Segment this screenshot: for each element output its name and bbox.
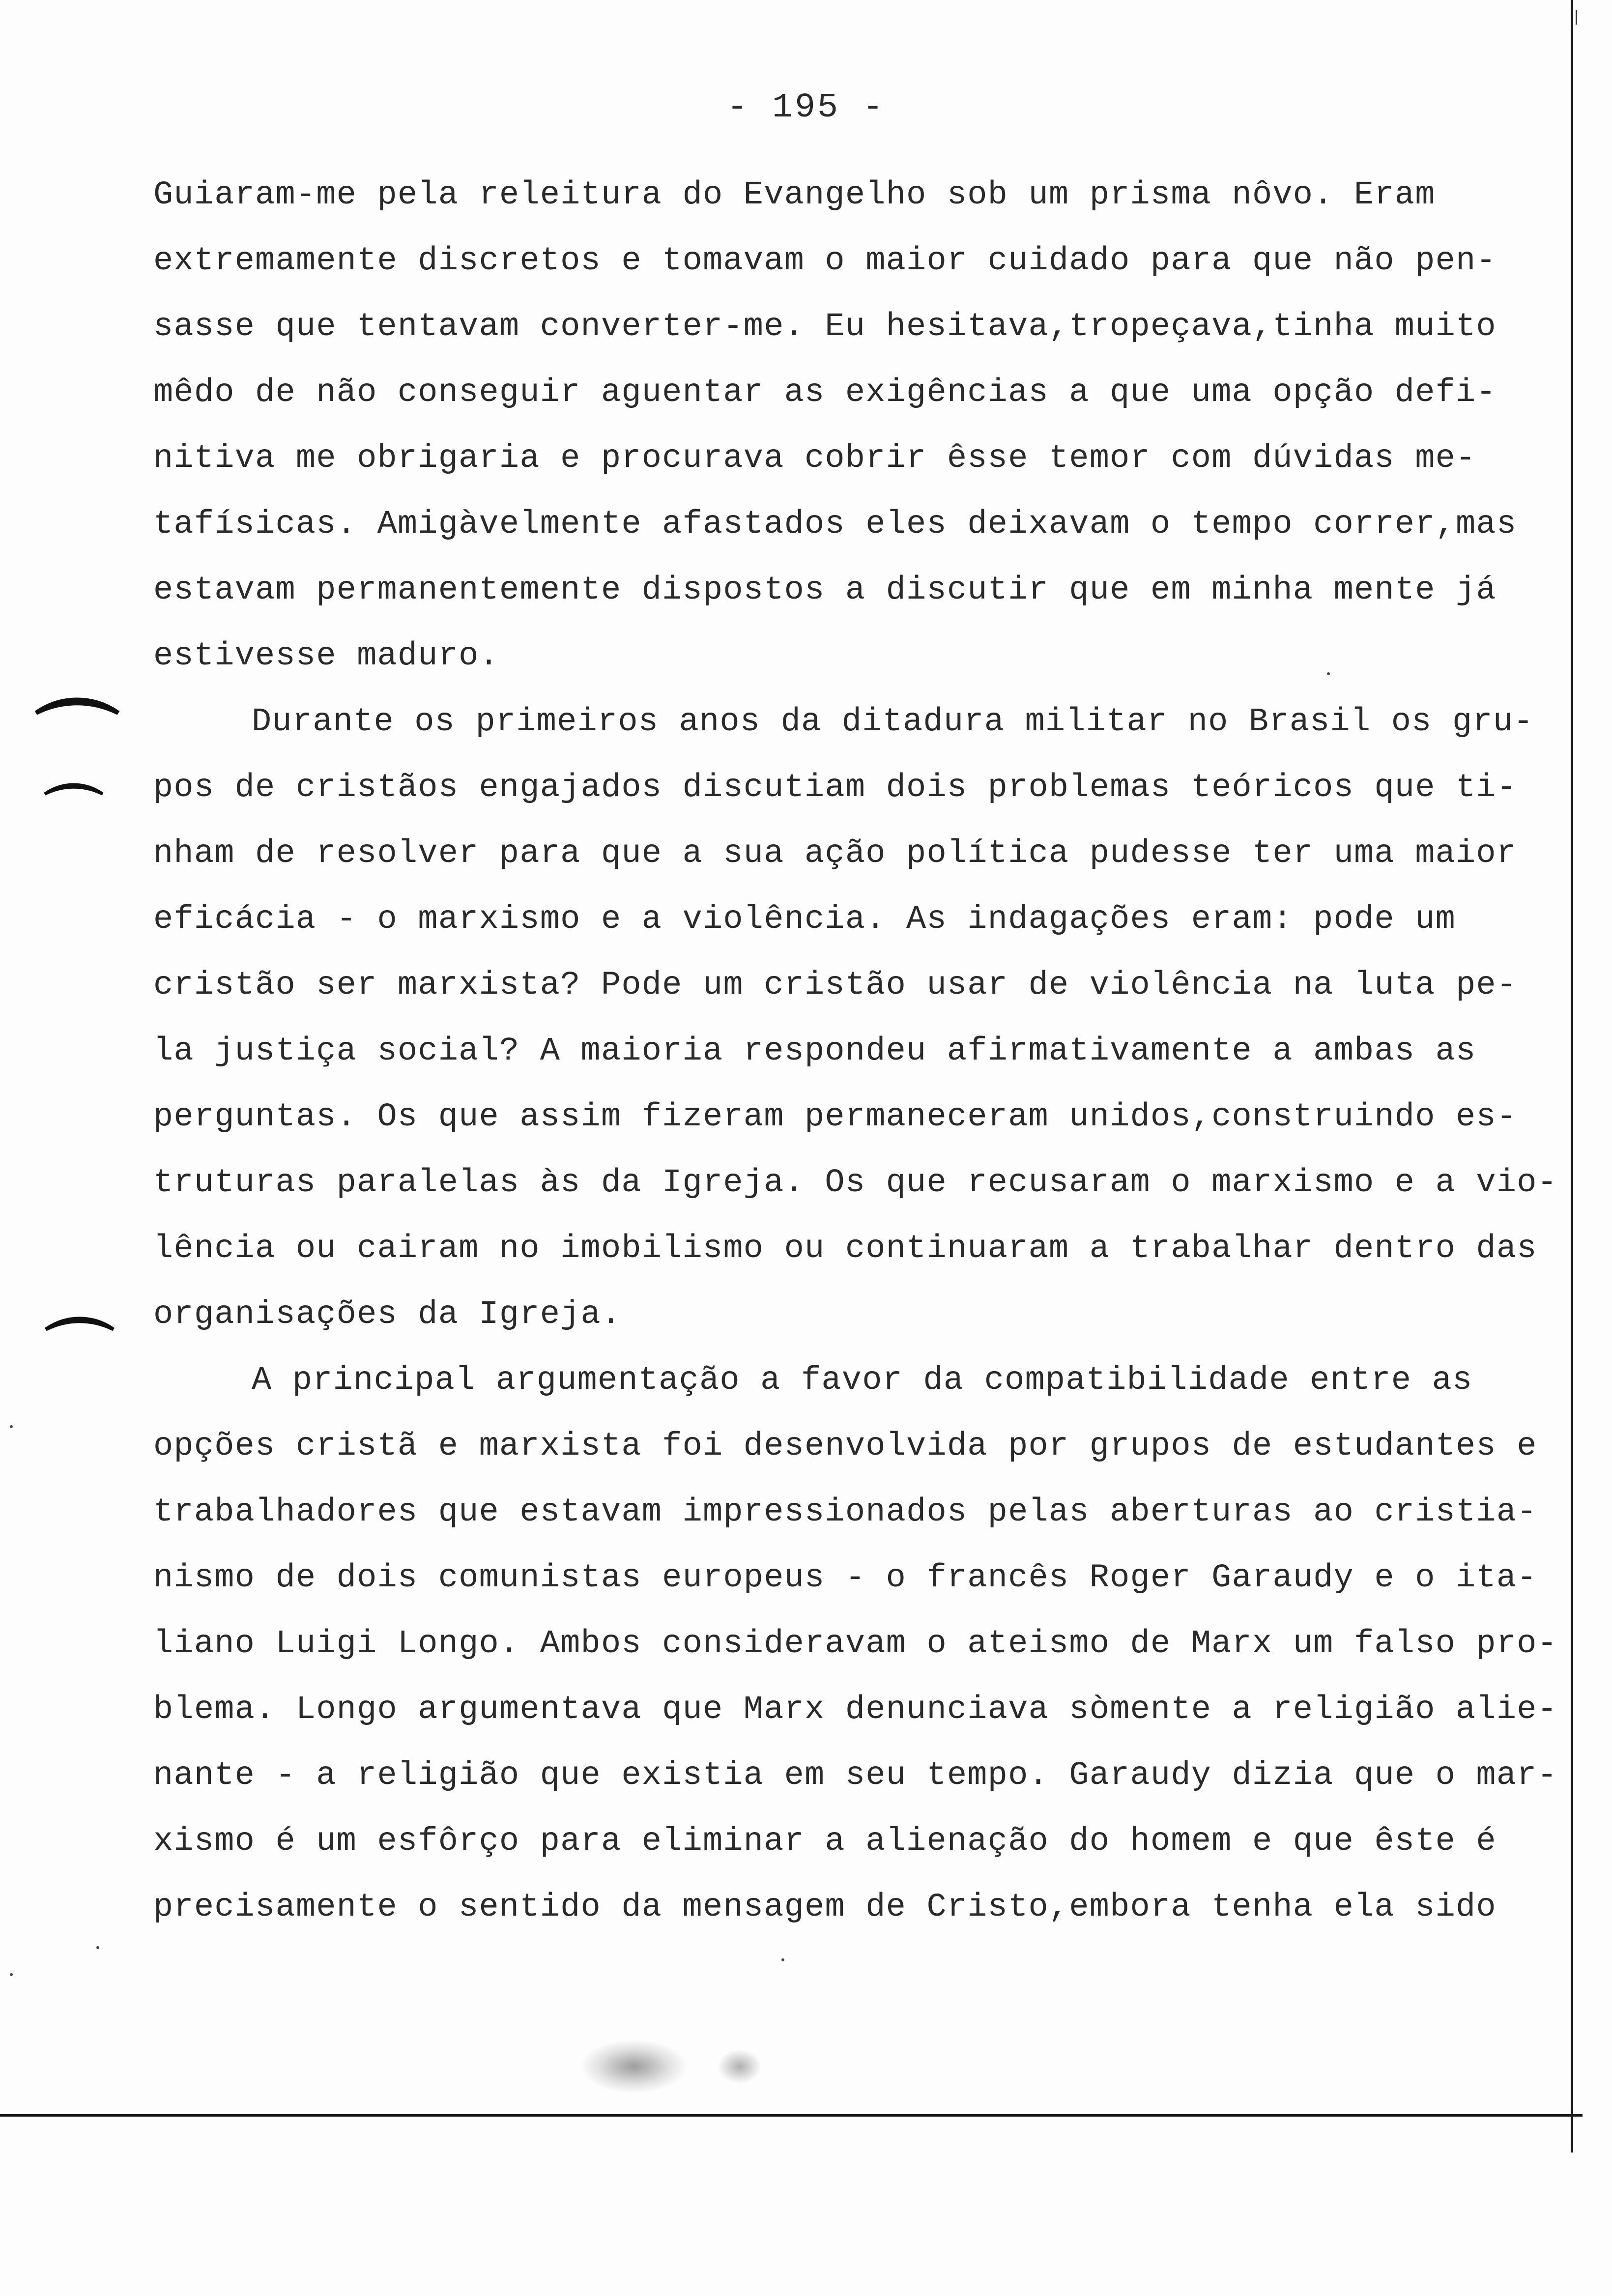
- text-line: trabalhadores que estavam impressionados pelas aberturas ao cristia-: [153, 1493, 1537, 1531]
- text-line: extremamente discretos e tomavam o maior cuidado para que não pen-: [153, 242, 1497, 280]
- paper-speck: [781, 1958, 784, 1961]
- page-bottom-border-line: [0, 2114, 1583, 2117]
- text-line: nante - a religião que existia em seu tempo. Garaudy dizia que o mar-: [153, 1757, 1558, 1794]
- text-line: eficácia - o marxismo e a violência. As indagações eram: pode um: [153, 901, 1456, 938]
- paragraph-first-line: Durante os primeiros anos da ditadura militar no Brasil os gru-: [252, 703, 1534, 741]
- text-line: nismo de dois comunistas europeus - o francês Roger Garaudy e o ita-: [153, 1559, 1537, 1597]
- paper-speck: [10, 1425, 13, 1428]
- page-corner-tick: [1576, 10, 1577, 25]
- text-line: pos de cristãos engajados discutiam dois problemas teóricos que ti-: [153, 769, 1517, 806]
- text-line: precisamente o sentido da mensagem de Cristo,embora tenha ela sido: [153, 1889, 1497, 1926]
- text-line: liano Luigi Longo. Ambos consideravam o ateismo de Marx um falso pro-: [153, 1625, 1558, 1663]
- text-line: truturas paralelas às da Igreja. Os que recusaram o marxismo e a vio-: [153, 1164, 1558, 1202]
- text-line: blema. Longo argumentava que Marx denunciava sòmente a religião alie-: [153, 1691, 1558, 1728]
- margin-bracket-mark-icon: ⌒: [45, 1313, 115, 1393]
- text-line: estivesse maduro.: [153, 637, 499, 675]
- text-line: xismo é um esfôrço para eliminar a alienação do homem e que êste é: [153, 1823, 1497, 1860]
- text-line: tafísicas. Amigàvelmente afastados eles deixavam o tempo correr,mas: [153, 506, 1517, 543]
- text-line: cristão ser marxista? Pode um cristão usar de violência na luta pe-: [153, 967, 1517, 1004]
- text-line: la justiça social? A maioria respondeu afirmativamente a ambas as: [153, 1033, 1476, 1070]
- paper-speck: [96, 1946, 99, 1949]
- margin-bracket-mark-icon: ⌒: [35, 692, 119, 790]
- text-line: organisações da Igreja.: [153, 1296, 622, 1333]
- text-line: Guiaram-me pela releitura do Evangelho sob um prisma nôvo. Eram: [153, 176, 1436, 214]
- text-line: mêdo de não conseguir aguentar as exigências a que uma opção defi-: [153, 374, 1497, 411]
- ink-smudge: [718, 2049, 762, 2084]
- paragraph-first-line: A principal argumentação a favor da compatibilidade entre as: [252, 1362, 1473, 1399]
- margin-bracket-mark-icon: ⌒: [44, 780, 103, 848]
- text-line: sasse que tentavam converter-me. Eu hesitava,tropeçava,tinha muito: [153, 308, 1497, 345]
- page-right-border-line: [1571, 0, 1573, 2152]
- page-number: - 195 -: [726, 88, 886, 127]
- paper-speck: [10, 1973, 13, 1976]
- ink-smudge: [580, 2039, 688, 2094]
- text-line: nitiva me obrigaria e procurava cobrir êsse temor com dúvidas me-: [153, 440, 1476, 477]
- paper-speck: [1327, 672, 1330, 675]
- text-line: perguntas. Os que assim fizeram permaneceram unidos,construindo es-: [153, 1098, 1517, 1136]
- text-line: estavam permanentemente dispostos a discutir que em minha mente já: [153, 572, 1497, 609]
- typewritten-body: [153, 162, 1558, 1940]
- text-line: lência ou cairam no imobilismo ou continuaram a trabalhar dentro das: [153, 1230, 1537, 1267]
- text-line: nham de resolver para que a sua ação política pudesse ter uma maior: [153, 835, 1517, 872]
- text-line: opções cristã e marxista foi desenvolvida por grupos de estudantes e: [153, 1428, 1537, 1465]
